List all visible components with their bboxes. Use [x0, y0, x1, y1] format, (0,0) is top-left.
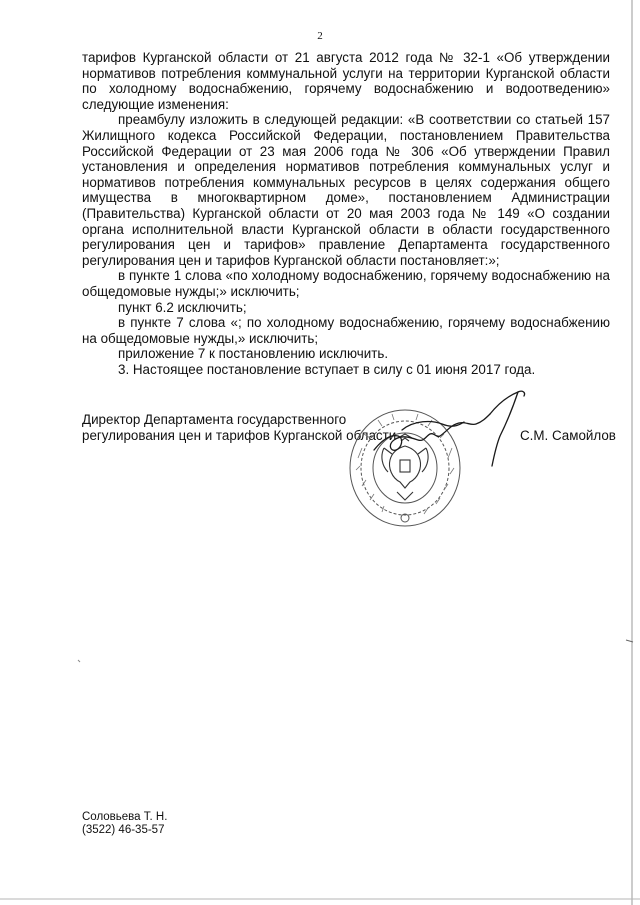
paragraph: 3. Настоящее постановление вступает в силу с 01 июня 2017 года. — [118, 361, 536, 377]
page-number: 2 — [317, 30, 323, 42]
paragraph: преамбулу изложить в следующей редакции: «В соответствии со статьей 157 Жилищного кодекса Российской Федерации, постановлением Правительства Российской Федерации от 23 мая 2006 года № 306 «Об утверждении Правил установления и определения нормативов потребления коммунальных услуг и нормативов потребления коммунальных ресурсов в целях содержания общего имущества в многоквартирном доме», постановлением Администрации (Правительства) Курганской области от 20 мая 2003 года № 149 «О создании органа исполнительной власти Курганской области в области государственного регулирования цен и тарифов» правление Департамента государственного регулирования цен и тарифов Курганской области постановляет:»; — [82, 112, 610, 268]
executor-block — [82, 811, 167, 838]
signatory-name: С.М. Самойлов — [520, 428, 616, 443]
paragraph: приложение 7 к постановлению исключить. — [118, 346, 389, 362]
executor-phone: (3522) 46-35-57 — [82, 824, 165, 837]
executor-name: Соловьева Т. Н. — [82, 811, 168, 823]
paragraph: пункт 6.2 исключить; — [118, 299, 247, 315]
paragraph: в пункте 7 слова «; по холодному водоснабжению, горячему водоснабжению на общедомовые нужды,» исключить; — [82, 315, 610, 346]
signatory-title: Директор Департамента государственного регулирования цен и тарифов Курганской области — [82, 412, 397, 443]
paragraph: в пункте 1 слова «по холодному водоснабжению, горячему водоснабжению на общедомовые нужды;» исключить; — [82, 268, 610, 299]
handwritten-signature — [372, 390, 532, 470]
paragraph: тарифов Курганской области от 21 августа 2012 года № 32-1 «Об утверждении нормативов потребления коммунальной услуги на территории Курганской области по холодному водоснабжению, горячему водоснабжению и водоотведению» следующие изменения: — [82, 50, 610, 112]
document-body — [82, 50, 610, 377]
